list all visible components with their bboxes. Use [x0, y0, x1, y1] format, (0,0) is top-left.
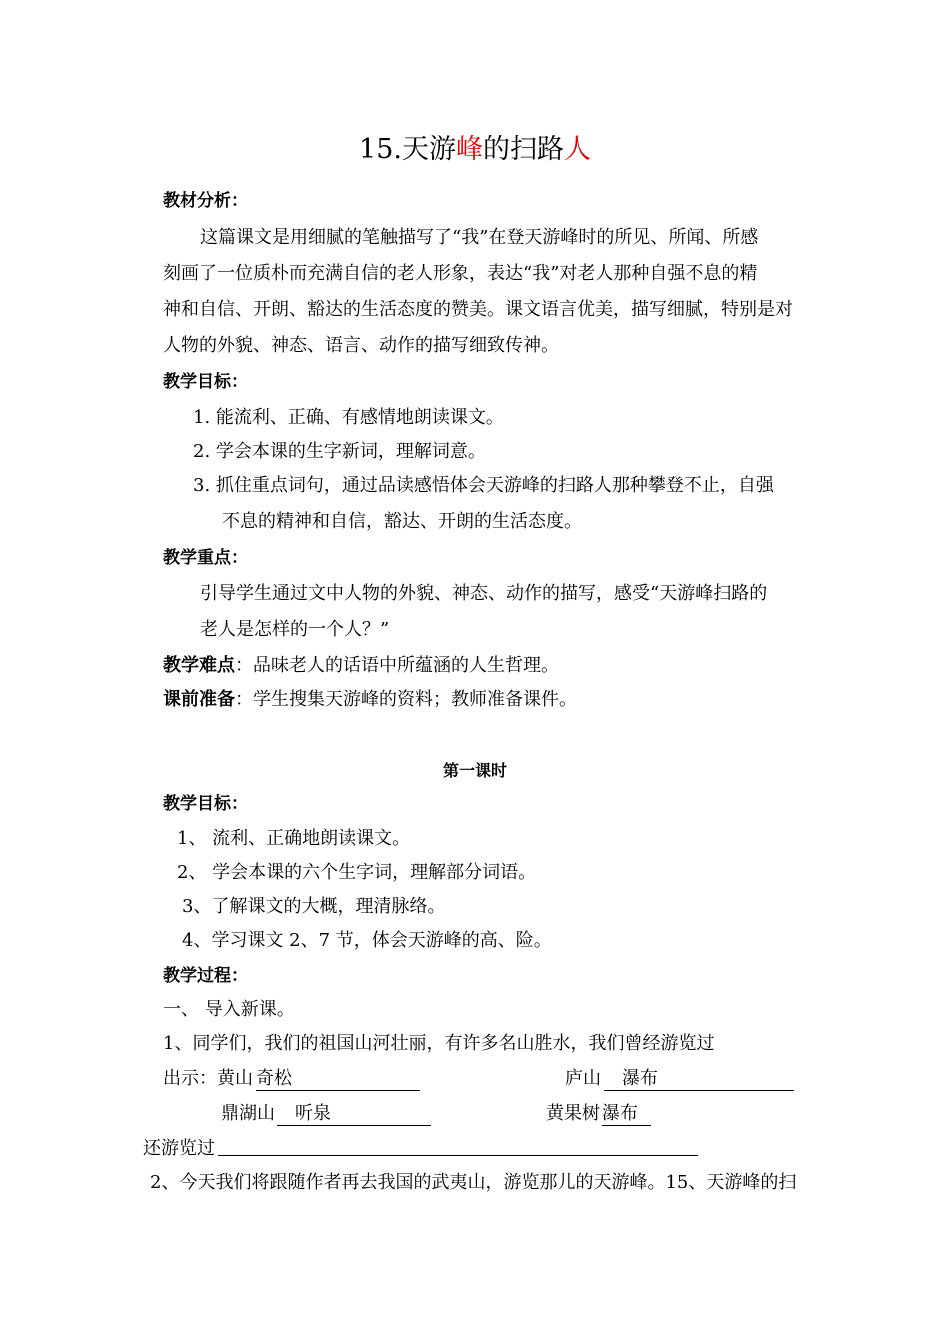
step-1: 一、 导入新课。	[163, 999, 295, 1020]
huangshan-blank	[256, 1066, 420, 1092]
difficulty-line	[163, 653, 559, 679]
goals-heading: 教学目标：	[163, 372, 248, 392]
lesson1-heading: 第一课时	[442, 761, 507, 780]
huangshan-answer: 奇松	[256, 1068, 420, 1091]
goal-item-2: 2. 学会本课的生字新词，理解词意。	[193, 441, 486, 462]
difficulty-heading: 教学难点	[163, 655, 235, 676]
prep-text: ：学生搜集天游峰的资料；教师准备课件。	[235, 689, 577, 710]
lesson1-goal-4: 4、学习课文 2、7 节，体会天游峰的高、险。	[182, 930, 552, 951]
focus-line-2: 老人是怎样的一个人？”	[200, 619, 390, 640]
lesson1-goal-1: 1、 流利、正确地朗读课文。	[177, 828, 411, 849]
process-heading: 教学过程：	[163, 966, 248, 986]
goal-item-1: 1. 能流利、正确、有感情地朗读课文。	[193, 407, 504, 428]
show-label: 出示：黄山	[163, 1068, 253, 1089]
lesson1-goal-3: 3、了解课文的大概，理清脉络。	[182, 896, 446, 917]
focus-heading: 教学重点：	[163, 548, 248, 568]
difficulty-text: ：品味老人的话语中所蕴涵的人生哲理。	[235, 655, 559, 676]
lushan-label: 庐山	[565, 1068, 601, 1089]
huangguoshu-blank	[602, 1101, 651, 1127]
goal-item-3-cont: 不息的精神和自信，豁达、开朗的生活态度。	[222, 511, 582, 532]
analysis-heading: 教材分析：	[163, 191, 248, 211]
title-part-4: 人	[563, 134, 591, 165]
paragraph-1: 1、同学们，我们的祖国山河壮丽，有许多名山胜水，我们曾经游览过	[163, 1033, 715, 1054]
dinghu-blank	[277, 1101, 431, 1127]
lesson1-goal-2: 2、 学会本课的六个生字词，理解部分词语。	[177, 862, 537, 883]
title-part-1: 15.天游	[359, 134, 456, 165]
title-part-2: 峰	[455, 134, 483, 165]
title-part-3: 的扫路	[482, 134, 564, 165]
dinghu-answer: 听泉	[277, 1103, 431, 1126]
analysis-line-1: 这篇课文是用细腻的笔触描写了“我”在登天游峰时的所见、所闻、所感	[200, 227, 759, 248]
huangguoshu-answer: 瀑布	[602, 1103, 651, 1126]
focus-line-1: 引导学生通过文中人物的外貌、神态、动作的描写，感受“天游峰扫路的	[200, 583, 768, 604]
lushan-answer: 瀑布	[604, 1068, 794, 1091]
prep-line	[163, 687, 577, 713]
dinghu-label: 鼎湖山	[221, 1103, 275, 1124]
page-title	[0, 132, 950, 168]
also-blank	[218, 1155, 698, 1156]
lesson1-goals-heading: 教学目标：	[163, 794, 248, 814]
lushan-blank	[604, 1066, 794, 1092]
paragraph-2: 2、今天我们将跟随作者再去我国的武夷山，游览那儿的天游峰。15、天游峰的扫	[150, 1172, 797, 1193]
prep-heading: 课前准备	[163, 689, 235, 710]
analysis-line-3: 神和自信、开朗、豁达的生活态度的赞美。课文语言优美，描写细腻，特别是对	[163, 299, 793, 320]
goal-item-3: 3. 抓住重点词句，通过品读感悟体会天游峰的扫路人那种攀登不止，自强	[193, 475, 774, 496]
analysis-line-2: 刻画了一位质朴而充满自信的老人形象，表达“我”对老人那种自强不息的精	[163, 263, 758, 284]
analysis-line-4: 人物的外貌、神态、语言、动作的描写细致传神。	[163, 335, 559, 356]
also-label: 还游览过	[143, 1138, 215, 1159]
huangguoshu-label: 黄果树	[546, 1103, 600, 1124]
